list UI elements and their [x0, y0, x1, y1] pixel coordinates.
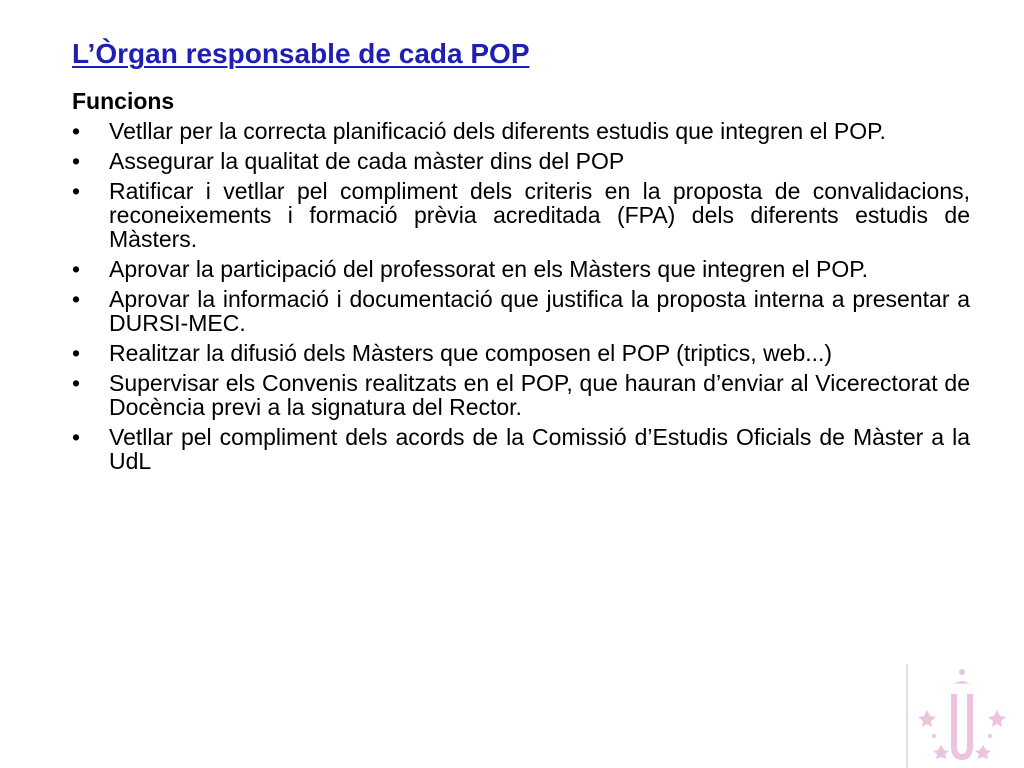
- list-item: [72, 179, 970, 251]
- list-item: [72, 425, 970, 473]
- bullet-icon: •: [72, 286, 81, 312]
- list-item: [72, 371, 970, 419]
- slide-title: L’Òrgan responsable de cada POP: [72, 38, 530, 69]
- list-item: [72, 257, 970, 281]
- list-item-text: Vetllar per la correcta planificació dels diferents estudis que integren el POP.: [109, 118, 886, 144]
- list-item-text: Aprovar la participació del professorat en els Màsters que integren el POP.: [109, 256, 868, 282]
- list-item: [72, 119, 970, 143]
- section-heading-funcions: Funcions: [72, 88, 175, 114]
- bullet-icon: •: [72, 424, 81, 450]
- list-item-text: Realitzar la difusió dels Màsters que composen el POP (triptics, web...): [109, 340, 833, 366]
- list-item-text: Vetllar pel compliment dels acords de la Comissió d’Estudis Oficials de Màster a la UdL: [109, 424, 970, 474]
- bullet-icon: •: [72, 256, 81, 282]
- bullet-icon: •: [72, 148, 81, 174]
- university-u-crest-icon: [904, 664, 1014, 768]
- bullet-icon: •: [72, 118, 81, 144]
- list-item-text: Ratificar i vetllar pel compliment dels criteris en la proposta de convalidacions, reconeixements i formació prèvia acreditada (FPA) dels diferents estudis de Màsters.: [109, 178, 970, 252]
- list-item-text: Supervisar els Convenis realitzats en el POP, que hauran d’enviar al Vicerectorat de Docència previ a la signatura del Rector.: [109, 370, 970, 420]
- functions-list: [72, 119, 970, 473]
- list-item: [72, 149, 970, 173]
- list-item-text: Aprovar la informació i documentació que justifica la proposta interna a presentar a DURSI-MEC.: [109, 286, 970, 336]
- bullet-icon: •: [72, 370, 81, 396]
- bullet-icon: •: [72, 340, 81, 366]
- slide-content: [72, 88, 970, 479]
- list-item: [72, 341, 970, 365]
- list-item: [72, 287, 970, 335]
- bullet-icon: •: [72, 178, 81, 204]
- list-item-text: Assegurar la qualitat de cada màster dins del POP: [109, 148, 625, 174]
